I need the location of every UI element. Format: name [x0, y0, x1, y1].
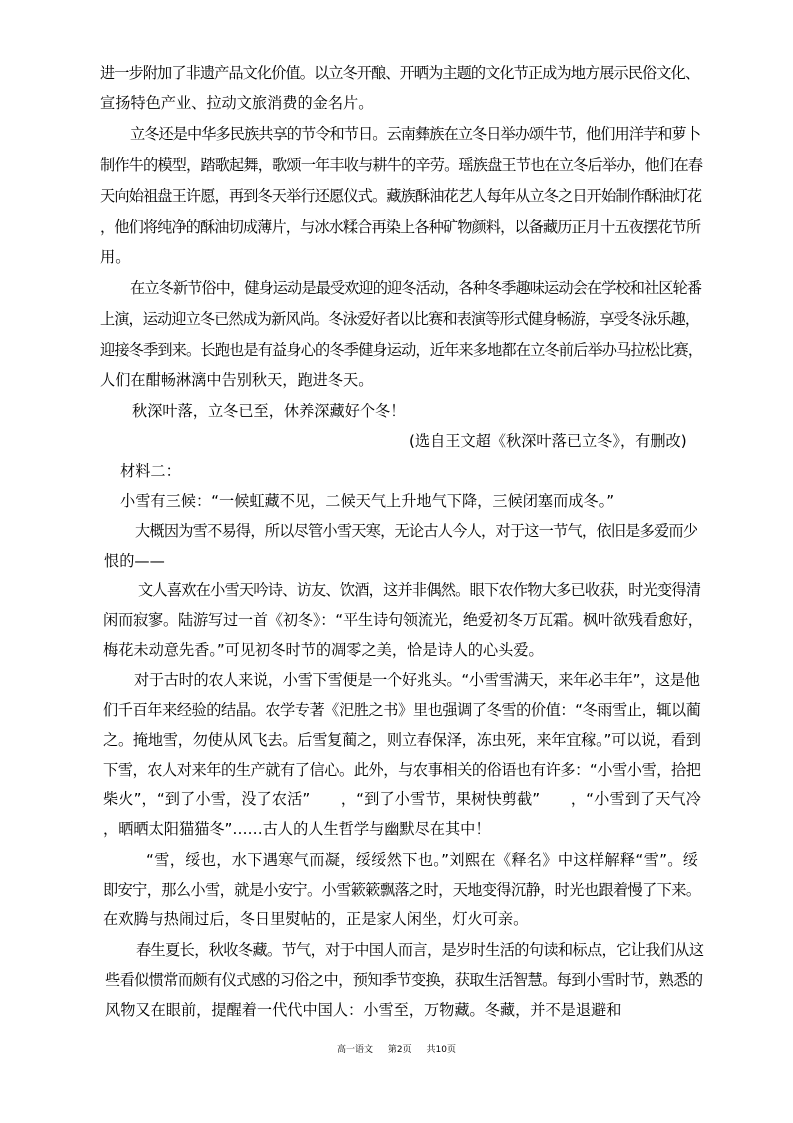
text-line: 们千百年来经验的结晶。农学专著《汜胜之书》里也强调了冬雪的价值：“冬雨雪止，辄以蔺	[103, 701, 701, 719]
section-heading: 材料二：	[120, 462, 181, 480]
footer-total-pages: 共10页	[426, 1045, 456, 1055]
text-line: 之。掩地雪，勿使从风飞去。后雪复蔺之，则立春保泽，冻虫死，来年宜稼。”可以说，看到	[103, 731, 701, 749]
text-line: 恨的——	[104, 552, 165, 570]
text-line: 迎接冬季到来。长跑也是有益身心的冬季健身运动，近年来多地都在立冬前后举办马拉松比赛，	[100, 341, 703, 359]
text-line: 上演，运动迎立冬已然成为新风尚。冬泳爱好者以比赛和表演等形式健身畅游，享受冬泳乐趣，	[100, 310, 700, 328]
text-line: 文人喜欢在小雪天吟诗、访友、饮酒，这并非偶然。眼下农作物大多已收获，时光变得清	[138, 581, 701, 599]
text-line: 在欢腾与热闹过后，冬日里熨帖的，正是家人闲坐，灯火可亲。	[103, 910, 529, 928]
text-line: ，晒晒太阳猫猫冬”……古人的人生哲学与幽默尽在其中！	[103, 820, 491, 838]
text-line: 人们在酣畅淋漓中告别秋天，跑进冬天。	[100, 371, 374, 389]
text-line: 大概因为雪不易得，所以尽管小雪天寒，无论古人今人，对于这一节气，依旧是多爱而少	[135, 522, 698, 540]
page-footer	[0, 1044, 793, 1056]
text-line: 些看似惯常而颇有仪式感的习俗之中，预知季节变换，获取生活智慧。每到小雪时节，熟悉的	[105, 971, 703, 989]
text-line: “雪，绥也，水下遇寒气而凝，绥绥然下也。”刘熙在《释名》中这样解释“雪”。绥	[146, 851, 699, 869]
text-line: 立冬还是中华多民族共享的节令和节日。云南彝族在立冬日举办颂牛节，他们用洋芋和萝卜	[130, 125, 701, 143]
text-line: 用。	[100, 248, 131, 266]
text-line: 下雪，农人对来年的生产就有了信心。此外，与农事相关的俗语也有许多：“小雪小雪，拾把	[103, 761, 701, 779]
text-line: 进一步附加了非遗产品文化价值。以立冬开酿、开晒为主题的文化节正成为地方展示民俗文化、	[100, 64, 700, 82]
text-line: 风物又在眼前，提醒着一代代中国人：小雪至，万物藏。冬藏，并不是退避和	[105, 1001, 622, 1019]
footer-subject: 高一语文	[337, 1045, 374, 1055]
text-line: 闲而寂寥。陆游写过一首《初冬》：“平生诗句领流光，绝爱初冬万瓦霜。枫叶欲残看愈好，	[103, 611, 703, 629]
text-line: 制作牛的模型，踏歌起舞，歌颂一年丰收与耕牛的辛劳。瑶族盘王节也在立冬后举办，他们在春	[100, 156, 703, 174]
text-line: 春生夏长，秋收冬藏。节气，对于中国人而言，是岁时生活的句读和标点，它让我们从这	[136, 941, 704, 959]
footer-page-number: 第2页	[387, 1045, 412, 1055]
text-line: ，他们将纯净的酥油切成薄片，与冰水糅合再染上各种矿物颜料，以备藏历正月十五夜摆花节所	[100, 218, 701, 236]
text-line: 柴火”，“到了小雪，没了农活” ，“到了小雪节，果树快剪截” ，“小雪到了天气冷	[103, 790, 702, 808]
text-line: 小雪有三候：“一候虹藏不见，二候天气上升地气下降，三候闭塞而成冬。”	[120, 492, 615, 510]
citation: (选自王文超《秋深叶落已立冬》，有删改)	[409, 432, 687, 450]
text-line: 宣扬特色产业、拉动文旅消费的金名片。	[100, 94, 374, 112]
text-line: 秋深叶落，立冬已至，休养深藏好个冬！	[132, 402, 406, 420]
text-line: 在立冬新节俗中，健身运动是最受欢迎的迎冬活动，各种冬季趣味运动会在学校和社区轮番	[130, 279, 702, 297]
text-line: 梅花未动意先香。”可见初冬时节的凋零之美，恰是诗人的心头爱。	[103, 641, 544, 659]
text-line: 即安宁，那么小雪，就是小安宁。小雪簌簌飘落之时，天地变得沉静，时光也跟着慢了下来。	[103, 881, 701, 899]
text-line: 对于古时的农人来说，小雪下雪便是一个好兆头。“小雪雪满天，来年必丰年”，这是他	[134, 671, 700, 689]
text-line: 天向始祖盘王许愿，再到冬天举行还愿仪式。藏族酥油花艺人每年从立冬之日开始制作酥油灯花	[100, 187, 702, 205]
